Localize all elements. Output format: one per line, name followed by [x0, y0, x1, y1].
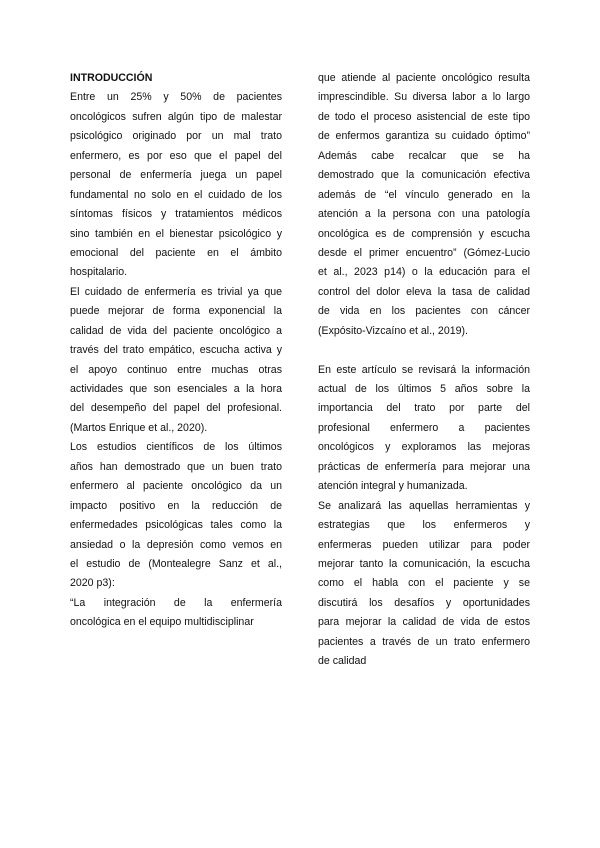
- paragraph: [318, 69, 530, 341]
- text-line: atención integral y humanizada.: [318, 480, 468, 493]
- text-line: ansiedad o la depresión como vemos en: [70, 538, 282, 551]
- paragraph: [318, 497, 530, 672]
- text-line: enfermero al paciente oncológico da un: [70, 480, 282, 493]
- text-line: (Martos Enrique et al., 2020).: [70, 421, 208, 434]
- right-column: [318, 69, 530, 672]
- text-line: Entre un 25% y 50% de pacientes: [70, 91, 282, 104]
- text-line: oncológicos sufren algún tipo de malestar: [70, 110, 282, 123]
- text-line: demostrado que la comunicación efectiva: [318, 169, 530, 182]
- text-line: enfermero, es por eso que el papel del: [70, 149, 282, 162]
- text-line: “La integración de la enfermería: [70, 596, 282, 609]
- text-line: fundamental no solo en el cuidado de los: [70, 188, 282, 201]
- text-line: discutirá los desafíos y oportunidades: [318, 596, 530, 609]
- text-line: el estudio de (Montealegre Sanz et al.,: [70, 557, 282, 570]
- text-line: control del dolor eleva la tasa de calidad: [318, 285, 530, 298]
- text-line: oncológica es de comprensión y escucha: [318, 227, 530, 240]
- text-line: oncológicos y exploramos las mejoras: [318, 441, 530, 454]
- text-line: personal de enfermería juega un papel: [70, 169, 282, 182]
- text-line: además de “el vínculo generado en la: [318, 188, 530, 201]
- text-line: En este artículo se revisará la información: [318, 363, 530, 376]
- text-line: (Expósito-Vizcaíno et al., 2019).: [318, 324, 468, 337]
- paragraph-gap: [318, 341, 530, 360]
- text-line: enfermeras pueden utilizar para poder: [318, 538, 530, 551]
- text-line: desde el primer encuentro” (Gómez-Lucio: [318, 246, 530, 259]
- text-line: profesional enfermero a pacientes: [318, 421, 530, 434]
- text-line: través del trato empático, escucha activa y: [70, 344, 282, 357]
- text-line: que atiende al paciente oncológico resulta: [318, 72, 530, 84]
- paragraph: [70, 88, 282, 282]
- text-line: oncológica en el equipo multidisciplinar: [70, 616, 254, 629]
- text-line: para mejorar la calidad de vida de estos: [318, 616, 530, 629]
- text-line: estrategias que los enfermeros y: [318, 519, 530, 532]
- text-line: hospitalario.: [70, 266, 128, 279]
- text-line: del desempeño del papel del profesional.: [70, 402, 282, 415]
- text-line: puede mejorar de forma exponencial la: [70, 305, 282, 318]
- paragraph: [70, 438, 282, 594]
- text-line: imprescindible. Su diversa labor a lo largo: [318, 91, 530, 104]
- section-heading: INTRODUCCIÓN: [70, 72, 153, 84]
- paragraph: [70, 594, 282, 633]
- text-line: atención a la persona con una patología: [318, 208, 530, 221]
- text-line: actividades que son esenciales a la hora: [70, 383, 282, 395]
- text-line: Se analizará las aquellas herramientas y: [318, 499, 530, 512]
- text-line: síntomas físicos y tratamientos médicos: [70, 208, 282, 221]
- text-line: El cuidado de enfermería es trivial ya que: [70, 285, 282, 298]
- text-line: calidad de vida del paciente oncológico a: [70, 324, 282, 337]
- text-line: pacientes a través de un trato enfermero: [318, 635, 530, 648]
- text-line: años han demostrado que un buen trato: [70, 460, 282, 473]
- text-line: Los estudios científicos de los últimos: [70, 441, 282, 454]
- text-line: sino también en el bienestar psicológico y: [70, 227, 282, 240]
- text-line: actual de los últimos 5 años sobre la: [318, 383, 530, 395]
- text-line: mejorar tanto la comunicación, la escucha: [318, 557, 530, 570]
- text-line: enfermedades psicológicas tales como la: [70, 519, 282, 532]
- text-line: impacto positivo en la reducción de: [70, 499, 282, 512]
- text-line: de vida en los pacientes con cáncer: [318, 305, 530, 318]
- text-line: como el habla con el paciente y se: [318, 577, 530, 590]
- text-line: emocional del paciente en el ámbito: [70, 246, 282, 259]
- text-line: de enfermos garantiza su cuidado óptimo”: [318, 130, 530, 143]
- paragraph: [318, 361, 530, 497]
- text-line: prácticas de enfermería para mejorar una: [318, 460, 530, 473]
- text-line: el apoyo continuo entre muchas otras: [70, 363, 282, 376]
- text-line: de calidad: [318, 655, 367, 668]
- text-line: importancia del trato por parte del: [318, 402, 530, 415]
- text-line: 2020 p3):: [70, 577, 115, 590]
- text-line: Además cabe recalcar que se ha: [318, 149, 530, 162]
- left-column: [70, 69, 282, 633]
- text-line: de todo el proceso asistencial de este tipo: [318, 110, 530, 123]
- text-line: et al., 2023 p14) o la educación para el: [318, 266, 530, 279]
- text-line: psicológico originado por un mal trato: [70, 130, 282, 143]
- paragraph: [70, 283, 282, 439]
